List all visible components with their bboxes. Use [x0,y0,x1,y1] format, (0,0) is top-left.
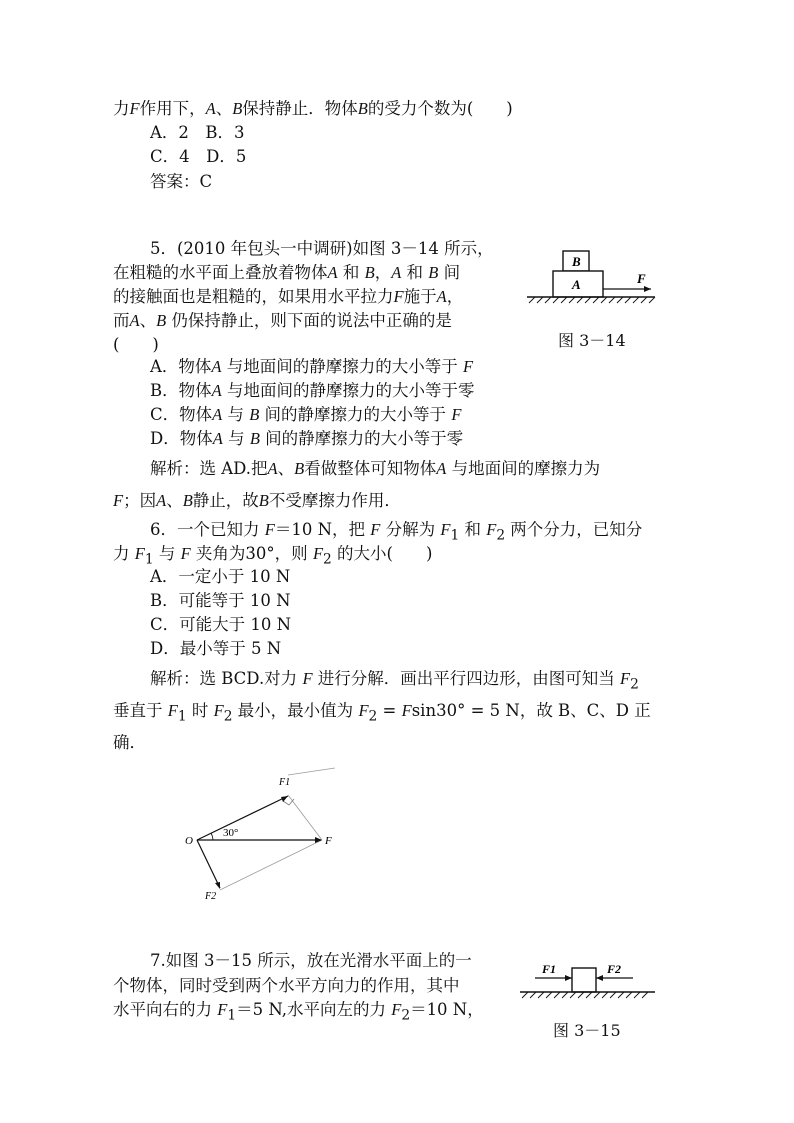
block-a-label: A [572,277,581,292]
q6-solution-line2: 垂直于 $F_1$ 时 $F_2$ 最小，最小值为 $F_2 = Fsin30^\circ = 5$ N，故 B、C、D 正 [113,701,651,725]
q5-line5: ( ) [113,335,159,354]
block-b-label: B [572,254,581,269]
f1-label: F1 [542,962,557,976]
q5-option-d: D．物体A 与 B 间的静摩擦力的大小等于零 [150,429,464,448]
f2-label: F2 [607,962,622,976]
q5-line1: 5．(2010 年包头一中调研)如图 3－14 所示， [150,239,494,258]
q5-option-b: B．物体A 与地面间的静摩擦力的大小等于零 [150,381,475,400]
q6-option-a: A．一定小于 10 N [150,567,291,586]
figure-3-14-caption: 图 3－14 [558,331,626,350]
angle-label: 30° [223,827,239,839]
q7-line3: 水平向右的力 $F_1=5$ N,水平向左的力 $F_2=10$ N， [113,1000,484,1024]
q5-solution-line1: 解析：选 AD.把A、B看做整体可知物体A 与地面间的摩擦力为 [150,459,601,478]
ground-hatching [522,992,648,998]
force-arrowhead [644,286,651,292]
q5-option-a: A．物体A 与地面间的静摩擦力的大小等于 F [150,357,474,376]
f-label: F [325,835,332,847]
f1-arrowhead [565,975,572,981]
parallel-line [220,840,322,890]
q6-solution-line1: 解析：选 BCD.对力 F 进行分解．画出平行四边形，由图可知当 $F_2$ [150,669,639,693]
figure-3-15-caption: 图 3－15 [553,1021,621,1040]
q5-solution-line2: F；因A、B静止，故B不受摩擦力作用． [113,491,401,510]
f2-label: F2 [205,891,217,902]
perpendicular-line [288,795,322,840]
force-label: F [637,271,646,286]
q6-option-d: D．最小等于 5 N [150,639,282,658]
figure-3-15 [515,958,665,1004]
q4-options-row2: C．4 D．5 [150,147,247,166]
q7-line1: 7.如图 3－15 所示，放在光滑水平面上的一 [150,951,472,970]
ground-hatching [529,297,655,303]
q5-line3: 的接触面也是粗糙的，如果用水平拉力F施于A， [113,287,464,306]
f2-arrowhead [596,975,603,981]
f1-arrowhead [281,796,288,802]
q4-stem-tail: 力F作用下，A、B保持静止．物体B的受力个数为( ) [113,99,513,118]
dotted-extension [288,768,335,775]
f2-arrowhead [215,882,220,889]
block [572,968,596,992]
figure-3-14 [515,245,665,307]
q7-line2: 个物体，同时受到两个水平方向力的作用，其中 [113,976,460,995]
q6-line2: 力 $F_1$ 与 F 夹角为30°，则 $F_2$ 的大小( ) [113,544,433,568]
q5-line4: 而A、B 仍保持静止，则下面的说法中正确的是 [113,311,452,330]
f1-vector [197,796,288,840]
f2-vector [197,840,220,888]
q6-line1: 6．一个已知力 F＝10 N，把 F 分解为 $F_1$ 和 $F_2$ 两个分力，已知分 [150,520,643,544]
angle-arc [211,833,213,840]
q4-options-row1: A．2 B．3 [150,123,245,142]
q6-solution-line3: 确． [113,733,146,752]
q4-answer: 答案：C [150,172,213,191]
f1-label: F1 [279,777,291,788]
q6-option-b: B．可能等于 10 N [150,591,291,610]
vector-diagram [175,765,355,905]
q6-option-c: C．可能大于 10 N [150,615,292,634]
q5-line2: 在粗糙的水平面上叠放着物体A 和 B，A 和 B 间 [113,263,461,282]
origin-label: O [185,835,193,847]
q5-option-c: C．物体A 与 B 间的静摩擦力的大小等于 F [150,405,462,424]
